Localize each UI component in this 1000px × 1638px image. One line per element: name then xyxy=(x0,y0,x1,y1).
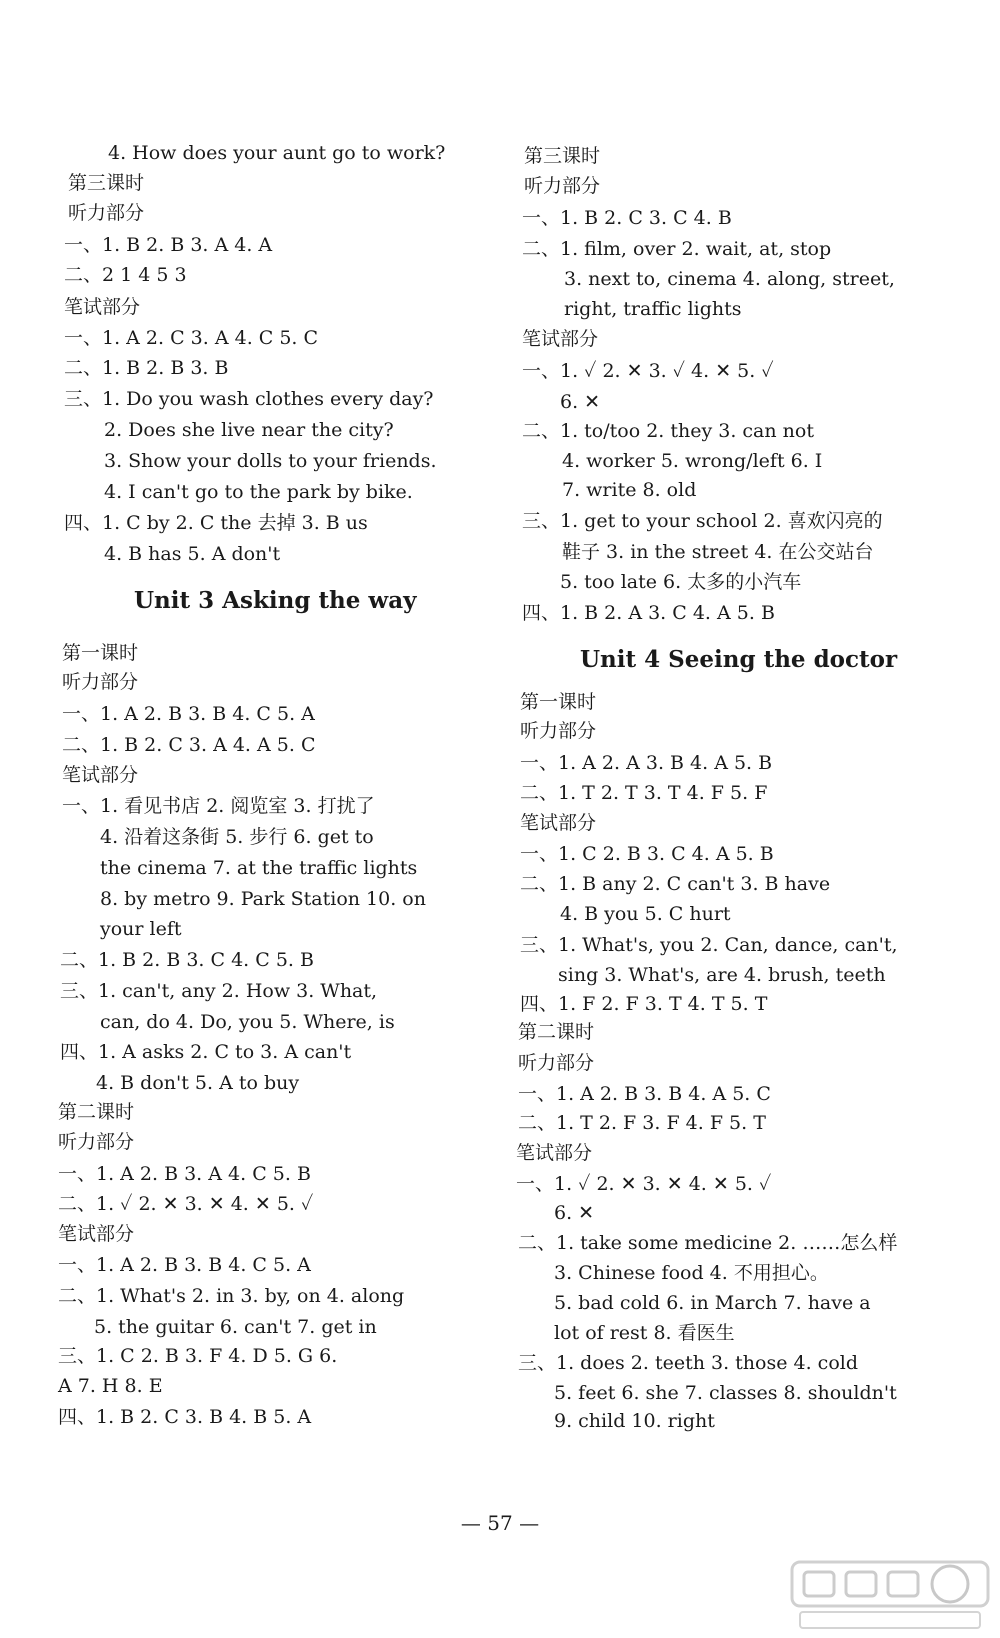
answer-line: 三、1. C 2. B 3. F 4. D 5. G 6. xyxy=(58,1345,338,1367)
answer-line: 8. by metro 9. Park Station 10. on xyxy=(100,888,426,910)
section-heading: 听力部分 xyxy=(518,1052,595,1074)
answer-line: sing 3. What's, are 4. brush, teeth xyxy=(558,964,886,986)
answer-line: 4. How does your aunt go to work? xyxy=(108,142,446,164)
section-heading: 听力部分 xyxy=(520,720,597,742)
section-heading: 第三课时 xyxy=(524,145,601,167)
answer-line: 5. bad cold 6. in March 7. have a xyxy=(554,1292,871,1314)
answer-line: 6. ✕ xyxy=(560,391,601,413)
section-heading: 笔试部分 xyxy=(516,1142,593,1164)
answer-line: 2. Does she live near the city? xyxy=(104,419,394,441)
section-heading: 笔试部分 xyxy=(522,328,599,350)
answer-line: your left xyxy=(100,918,182,940)
answer-line: 二、1. What's 2. in 3. by, on 4. along xyxy=(58,1285,405,1307)
section-heading: 笔试部分 xyxy=(58,1223,135,1245)
answer-line: 一、1. A 2. A 3. B 4. A 5. B xyxy=(520,752,773,774)
answer-line: 一、1. B 2. B 3. A 4. A xyxy=(64,234,273,256)
answer-line: 四、1. C by 2. C the 去掉 3. B us xyxy=(64,512,368,534)
answer-line: right, traffic lights xyxy=(564,298,742,320)
page-number: — 57 — xyxy=(460,1511,540,1535)
section-heading: 听力部分 xyxy=(68,202,145,224)
answer-line: 3. next to, cinema 4. along, street, xyxy=(564,268,895,290)
answer-line: 3. Chinese food 4. 不用担心。 xyxy=(554,1262,829,1284)
answer-line: 二、1. T 2. T 3. T 4. F 5. F xyxy=(520,782,768,804)
answer-line: 三、1. can't, any 2. How 3. What, xyxy=(60,980,378,1002)
answer-line: 一、1. A 2. B 3. B 4. C 5. A xyxy=(62,703,315,725)
section-heading: 听力部分 xyxy=(62,671,139,693)
answer-line: 三、1. Do you wash clothes every day? xyxy=(64,388,434,410)
answer-line: A 7. H 8. E xyxy=(58,1375,163,1397)
unit-title: Unit 4 Seeing the doctor xyxy=(580,646,898,673)
answer-line: 一、1. A 2. B 3. A 4. C 5. B xyxy=(58,1163,311,1185)
answer-line: 6. ✕ xyxy=(554,1202,595,1224)
section-heading: 第三课时 xyxy=(68,172,145,194)
answer-line: 鞋子 3. in the street 4. 在公交站台 xyxy=(562,541,874,563)
answer-line: 四、1. B 2. A 3. C 4. A 5. B xyxy=(522,602,775,624)
answer-line: 一、1. ✓ 2. ✕ 3. ✓ 4. ✕ 5. ✓ xyxy=(522,360,774,382)
unit-title: Unit 3 Asking the way xyxy=(134,587,417,614)
answer-line: 4. B don't 5. A to buy xyxy=(96,1072,300,1094)
section-heading: 第一课时 xyxy=(520,691,597,713)
answer-line: 5. too late 6. 太多的小汽车 xyxy=(560,571,802,593)
answer-line: 二、1. B any 2. C can't 3. B have xyxy=(520,873,831,895)
answer-line: 一、1. A 2. C 3. A 4. C 5. C xyxy=(64,327,319,349)
answer-line: lot of rest 8. 看医生 xyxy=(554,1322,735,1344)
watermark-logo-icon xyxy=(790,1560,990,1632)
answer-line: 三、1. What's, you 2. Can, dance, can't, xyxy=(520,934,898,956)
answer-line: 二、1. T 2. F 3. F 4. F 5. T xyxy=(518,1112,766,1134)
answer-line: the cinema 7. at the traffic lights xyxy=(100,857,418,879)
answer-line: 二、1. B 2. B 3. B xyxy=(64,357,229,379)
answer-line: 5. feet 6. she 7. classes 8. shouldn't xyxy=(554,1382,897,1404)
answer-line: 一、1. ✓ 2. ✕ 3. ✕ 4. ✕ 5. ✓ xyxy=(516,1173,772,1195)
section-heading: 笔试部分 xyxy=(64,296,141,318)
answer-line: 二、2 1 4 5 3 xyxy=(64,264,187,286)
answer-line: 3. Show your dolls to your friends. xyxy=(104,450,437,472)
answer-line: 一、1. C 2. B 3. C 4. A 5. B xyxy=(520,843,774,865)
answer-line: 三、1. does 2. teeth 3. those 4. cold xyxy=(518,1352,859,1374)
answer-line: 二、1. to/too 2. they 3. can not xyxy=(522,420,814,442)
section-heading: 第一课时 xyxy=(62,642,139,664)
answer-line: 4. I can't go to the park by bike. xyxy=(104,481,413,503)
section-heading: 第二课时 xyxy=(58,1101,135,1123)
answer-line: 一、1. A 2. B 3. B 4. A 5. C xyxy=(518,1083,771,1105)
answer-line: 一、1. B 2. C 3. C 4. B xyxy=(522,207,732,229)
answer-line: 四、1. A asks 2. C to 3. A can't xyxy=(60,1041,352,1063)
answer-line: 二、1. B 2. C 3. A 4. A 5. C xyxy=(62,734,316,756)
answer-line: 四、1. B 2. C 3. B 4. B 5. A xyxy=(58,1406,312,1428)
answer-line: 三、1. get to your school 2. 喜欢闪亮的 xyxy=(522,510,883,532)
section-heading: 笔试部分 xyxy=(62,764,139,786)
section-heading: 笔试部分 xyxy=(520,812,597,834)
answer-line: 4. worker 5. wrong/left 6. I xyxy=(562,450,823,472)
answer-line: 二、1. film, over 2. wait, at, stop xyxy=(522,238,832,260)
answer-line: 4. B has 5. A don't xyxy=(104,543,281,565)
answer-line: 一、1. A 2. B 3. B 4. C 5. A xyxy=(58,1254,311,1276)
section-heading: 听力部分 xyxy=(524,175,601,197)
answer-line: 4. B you 5. C hurt xyxy=(560,903,731,925)
answer-line: 4. 沿着这条街 5. 步行 6. get to xyxy=(100,826,374,848)
answer-line: can, do 4. Do, you 5. Where, is xyxy=(100,1011,395,1033)
answer-line: 二、1. B 2. B 3. C 4. C 5. B xyxy=(60,949,314,971)
answer-line: 9. child 10. right xyxy=(554,1410,715,1432)
section-heading: 听力部分 xyxy=(58,1131,135,1153)
answer-line: 5. the guitar 6. can't 7. get in xyxy=(94,1316,377,1338)
section-heading: 第二课时 xyxy=(518,1021,595,1043)
answer-line: 7. write 8. old xyxy=(562,479,697,501)
answer-line: 二、1. ✓ 2. ✕ 3. ✕ 4. ✕ 5. ✓ xyxy=(58,1193,314,1215)
answer-line: 四、1. F 2. F 3. T 4. T 5. T xyxy=(520,993,768,1015)
answer-line: 二、1. take some medicine 2. ……怎么样 xyxy=(518,1232,898,1254)
answer-line: 一、1. 看见书店 2. 阅览室 3. 打扰了 xyxy=(62,795,375,817)
